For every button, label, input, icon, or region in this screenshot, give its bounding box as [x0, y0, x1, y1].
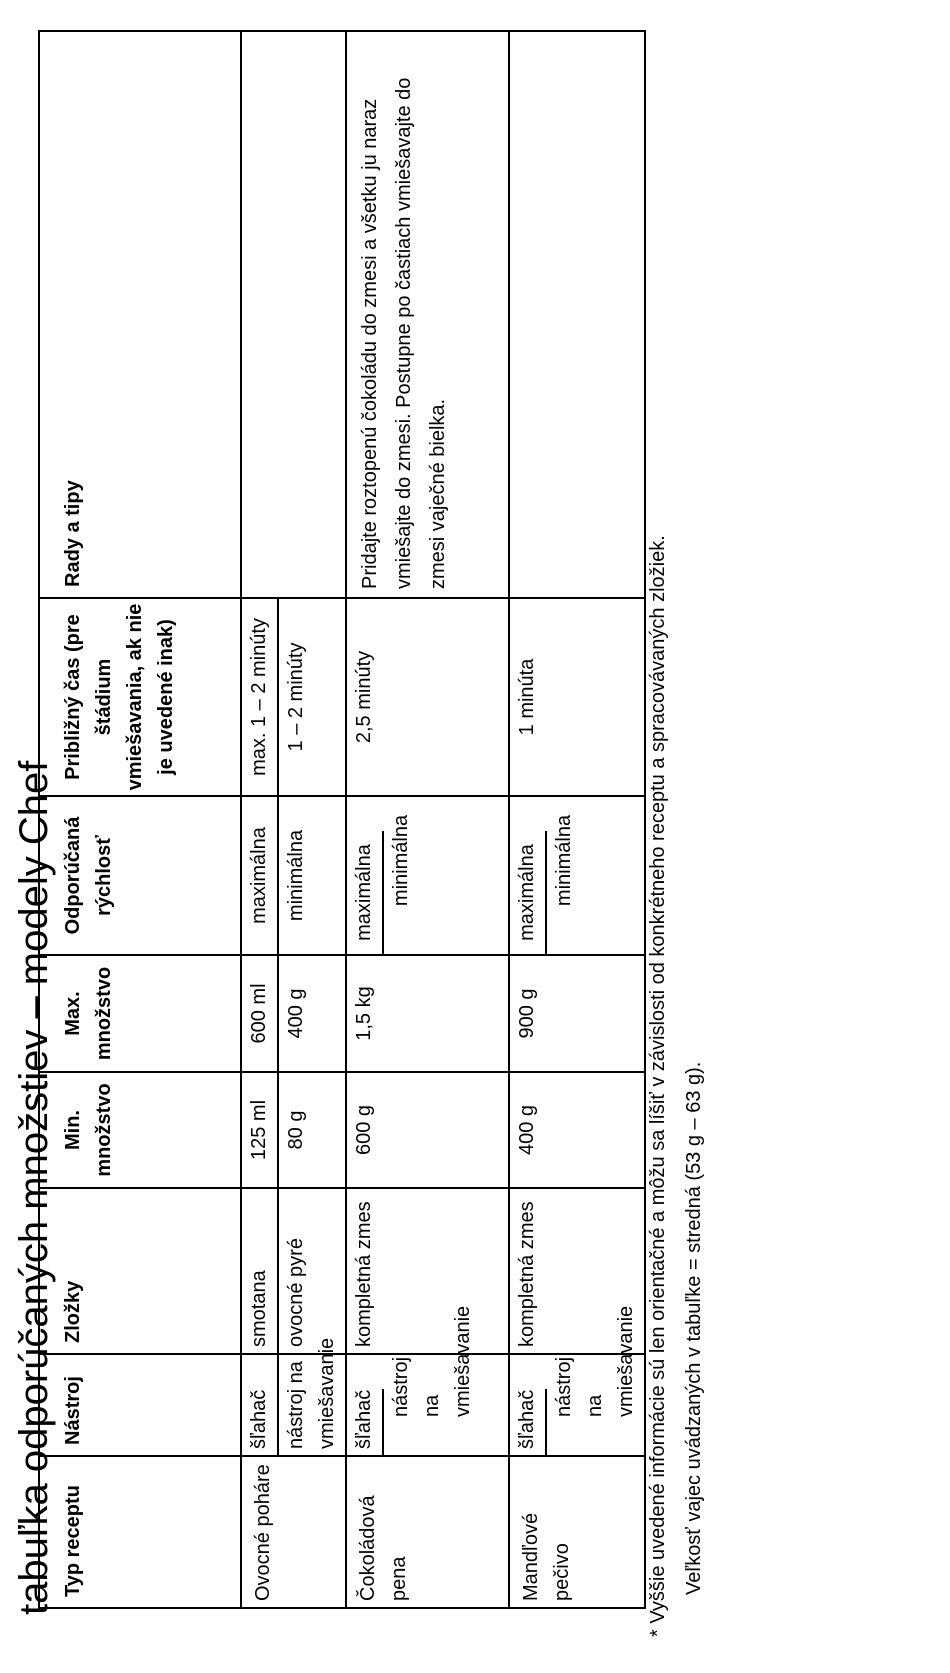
header-tips: Rady a tipy — [39, 31, 241, 598]
table-row — [509, 31, 645, 1608]
speed-cell — [509, 796, 645, 955]
max-quantity-cell — [509, 955, 645, 1072]
min-quantity-value: 400 g — [516, 1104, 538, 1156]
recipe-type-cell: Čokoládová pena — [346, 1456, 509, 1608]
max-quantity-value: 1,5 kg — [353, 986, 375, 1041]
time-cell — [241, 598, 346, 796]
header-min-quantity: Min. množstvo — [39, 1072, 241, 1188]
tool-value: nástroj na vmiešavanie — [553, 1305, 637, 1417]
tips-cell — [509, 31, 645, 598]
min-quantity-value: 80 g — [285, 1110, 307, 1150]
max-quantity-value: 600 ml — [242, 956, 279, 1071]
time-cell — [346, 598, 509, 796]
tool-cell — [509, 1305, 645, 1456]
tips-cell: Pridajte roztopenú čokoládu do zmesi a všetku ju naraz vmiešajte do zmesi. Postupne po častiach vmiešavajte do zmesi vaječné bielka. — [346, 31, 509, 598]
speed-value: minimálna — [285, 829, 307, 922]
footnote-line: Veľkosť vajec uvádzaných v tabuľke = stredná (53 g – 63 g). — [683, 1061, 705, 1595]
min-quantity-cell — [346, 1072, 509, 1188]
min-quantity-value: 600 g — [353, 1104, 375, 1156]
min-quantity-value: 125 ml — [242, 1073, 279, 1187]
speed-cell — [346, 796, 509, 955]
table-header-row — [39, 31, 241, 1608]
ingredient-value: kompletná zmes — [516, 1201, 538, 1347]
time-cell — [509, 598, 645, 796]
ingredient-value: ovocné pyré — [285, 1238, 307, 1347]
time-value: 2,5 minúty — [353, 650, 375, 744]
footnote-line: * Vyššie uvedené informácie sú len orientačné a môžu sa líšiť v závislosti od konkrétneho receptu a spracovávaných zložiek. — [647, 535, 669, 1637]
max-quantity-value: 400 g — [285, 988, 307, 1039]
recipe-type-cell: Ovocné poháre — [241, 1456, 346, 1608]
ingredients-cell — [346, 1188, 509, 1354]
ingredient-value: kompletná zmes — [353, 1201, 375, 1347]
tips-cell — [241, 31, 346, 598]
ingredient-value: smotana — [242, 1189, 279, 1353]
tool-value: nástroj na vmiešavanie — [285, 1337, 338, 1449]
table-row — [346, 31, 509, 1608]
page-title: tabuľka odporúčaných množstiev – modely Chef — [12, 760, 56, 1615]
tool-value: šľahač — [510, 1389, 547, 1455]
speed-value: maximálna — [347, 831, 384, 954]
footnote — [640, 37, 712, 1637]
header-tool: Nástroj — [39, 1354, 241, 1456]
recommended-quantities-table — [38, 30, 646, 1609]
tool-value: šľahač — [242, 1355, 279, 1455]
speed-value: maximálna — [510, 831, 547, 954]
speed-cell — [241, 796, 346, 955]
header-ingredients: Zložky — [39, 1188, 241, 1354]
ingredients-cell — [241, 1188, 346, 1354]
table-row — [241, 31, 346, 1608]
min-quantity-cell — [241, 1072, 346, 1188]
tool-cell — [346, 1305, 509, 1456]
time-value: 1 minúta — [516, 658, 538, 736]
header-recommended-speed: Odporúčaná rýchlosť — [39, 796, 241, 955]
speed-value: maximálna — [242, 797, 279, 954]
tool-value: šľahač — [347, 1389, 384, 1455]
time-value: max. 1 – 2 minúty — [242, 599, 279, 795]
speed-value: minimálna — [553, 814, 575, 907]
time-value: 1 – 2 minúty — [285, 642, 307, 752]
max-quantity-cell — [346, 955, 509, 1072]
max-quantity-value: 900 g — [516, 988, 538, 1039]
header-recipe-type: Typ receptu — [39, 1456, 241, 1608]
speed-value: minimálna — [390, 814, 412, 907]
header-approx-time: Približný čas (pre štádium vmiešavania, ak nie je uvedené inak) — [39, 598, 241, 796]
tool-cell — [241, 1337, 346, 1456]
tool-value: nástroj na vmiešavanie — [390, 1305, 474, 1417]
min-quantity-cell — [509, 1072, 645, 1188]
header-max-quantity: Max. množstvo — [39, 955, 241, 1072]
max-quantity-cell — [241, 955, 346, 1072]
recipe-type-cell: Mandľové pečivo — [509, 1456, 645, 1608]
